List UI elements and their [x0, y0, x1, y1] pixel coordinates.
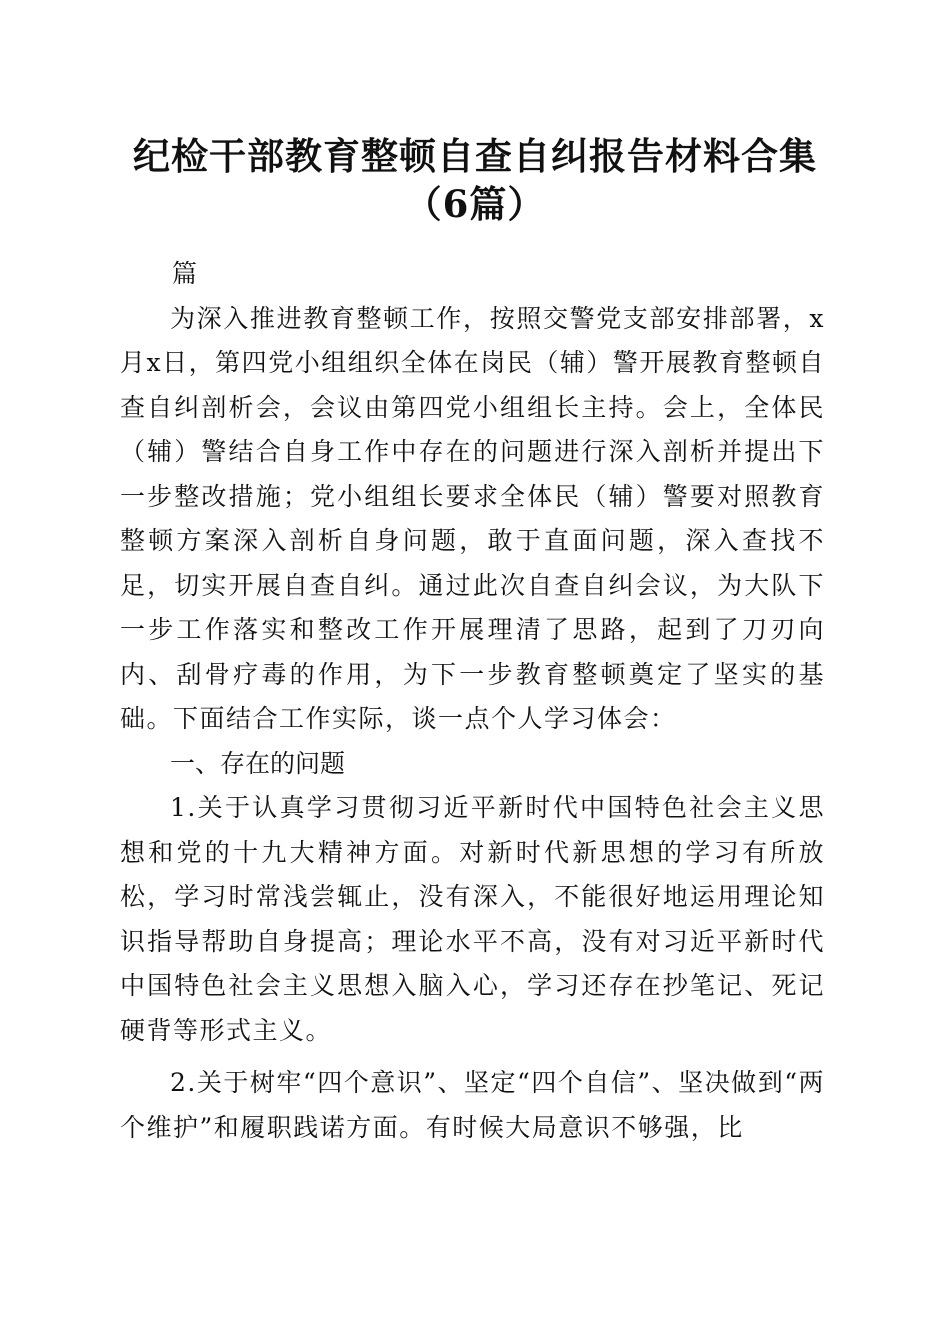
document-title: 纪检干部教育整顿自查自纠报告材料合集（6篇）	[133, 134, 817, 226]
problem-item-2: 2.关于树牢“四个意识”、坚定“四个自信”、坚决做到“两个维护”和履职践诺方面。有时候大局意识不够强，比	[120, 1068, 825, 1142]
document-body	[120, 252, 825, 1150]
section-heading-problems: 一、存在的问题	[170, 748, 346, 778]
section-marker: 篇	[172, 259, 198, 288]
paragraph-gap	[120, 1053, 825, 1061]
intro-paragraph: 为深入推进教育整顿工作，按照交警党支部安排部署，x月x日，第四党小组组织全体在岗民（辅）警开展教育整顿自查自纠剖析会，会议由第四党小组组长主持。会上，全体民（辅）警结合自身工作中存在的问题进行深入剖析并提出下一步整改措施；党小组组长要求全体民（辅）警要对照教育整顿方案深入剖析自身问题，敢于直面问题，深入查找不足，切实开展自查自纠。通过此次自查自纠会议，为大队下一步工作落实和整改工作开展理清了思路，起到了刀刃向内、刮骨疗毒的作用，为下一步教育整顿奠定了坚实的基础。下面结合工作实际，谈一点个人学习体会：	[120, 303, 825, 733]
problem-item-1: 1.关于认真学习贯彻习近平新时代中国特色社会主义思想和党的十九大精神方面。对新时代新思想的学习有所放松，学习时常浅尝辄止，没有深入，不能很好地运用理论知识指导帮助自身提高；理论水平不高，没有对习近平新时代中国特色社会主义思想入脑入心，学习还存在抄笔记、死记硬背等形式主义。	[120, 793, 825, 1045]
